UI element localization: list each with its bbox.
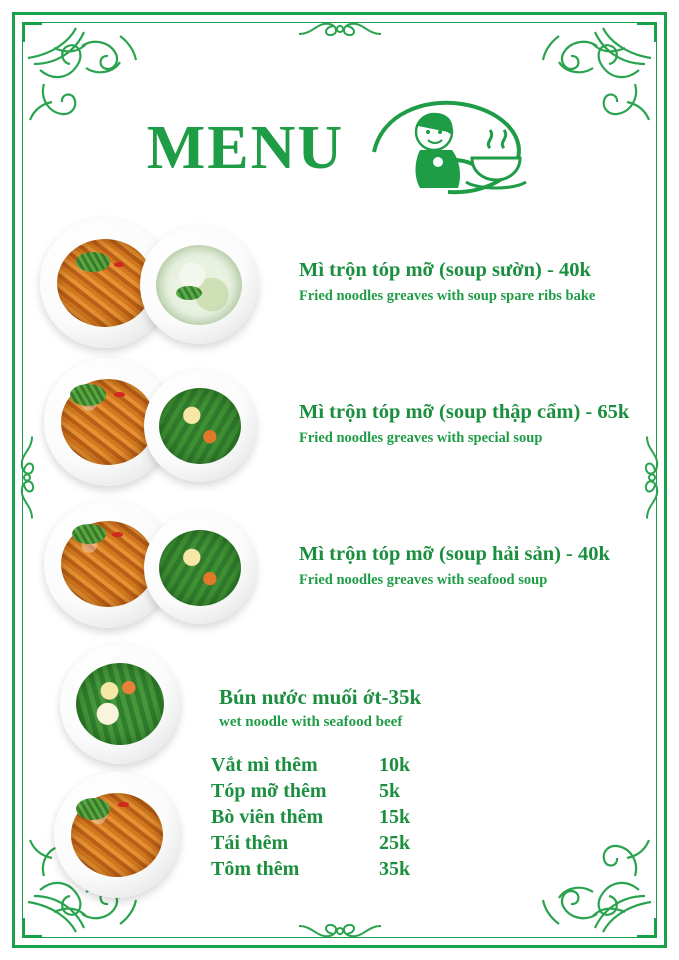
seafood-soup-bowl-photo (144, 512, 256, 624)
menu-item-text (295, 401, 629, 447)
extra-row (211, 780, 410, 803)
menu-item-text (295, 259, 595, 305)
extra-price: 10k (379, 754, 411, 776)
fried-noodles-plate-photo (54, 772, 180, 898)
menu-items-list (40, 214, 649, 782)
special-soup-bowl-photo (144, 370, 256, 482)
corner-square-top-left (22, 22, 42, 42)
extras-price-list (211, 754, 410, 884)
corner-square-bottom-right (637, 918, 657, 938)
dish-description: wet noodle with seafood beef (219, 714, 403, 731)
page-title: MENU (146, 114, 345, 182)
extra-row (211, 754, 410, 777)
extra-row (211, 806, 410, 829)
menu-item-photos (40, 356, 295, 492)
extra-name: Tái thêm (211, 832, 289, 854)
border-ornament-top-icon (295, 18, 385, 45)
menu-item-text (215, 685, 421, 731)
extra-row (211, 832, 410, 855)
extra-price: 35k (379, 858, 411, 880)
dish-name: Bún nước muối ớt-35k (219, 684, 422, 709)
menu-item-photos (40, 640, 215, 776)
corner-square-top-right (637, 22, 657, 42)
wet-noodle-bowl-photo (60, 644, 180, 764)
border-ornament-bottom-icon (295, 915, 385, 942)
menu-item-text (295, 543, 610, 589)
corner-square-bottom-left (22, 918, 42, 938)
menu-header (0, 96, 679, 200)
dish-name: Mì trộn tóp mỡ (soup hải sản) - 40k (299, 543, 610, 566)
menu-item-row (40, 356, 649, 492)
extra-name: Bò viên thêm (211, 806, 324, 828)
chef-girl-with-bowl-icon (362, 96, 532, 200)
extra-name: Vắt mì thêm (211, 754, 318, 776)
dish-description: Fried noodles greaves with soup spare ribs bake (299, 287, 596, 304)
menu-item-row (40, 498, 649, 634)
menu-item-photos (40, 214, 295, 350)
menu-item-photos (40, 498, 295, 634)
extra-name: Tôm thêm (211, 858, 300, 880)
extra-row (211, 858, 410, 881)
menu-item-row (40, 214, 649, 350)
dish-name: Mì trộn tóp mỡ (soup sườn) - 40k (299, 259, 591, 282)
extra-name: Tóp mỡ thêm (211, 780, 327, 802)
dish-description: Fried noodles greaves with seafood soup (299, 571, 548, 588)
extra-price: 25k (379, 832, 411, 854)
extra-price: 15k (379, 806, 411, 828)
dish-name: Mì trộn tóp mỡ (soup thập cẩm) - 65k (299, 401, 630, 424)
border-ornament-left-icon (16, 433, 38, 528)
extra-price: 5k (379, 780, 401, 802)
dish-description: Fried noodles greaves with special soup (299, 429, 543, 446)
spare-rib-soup-bowl-photo (140, 226, 258, 344)
